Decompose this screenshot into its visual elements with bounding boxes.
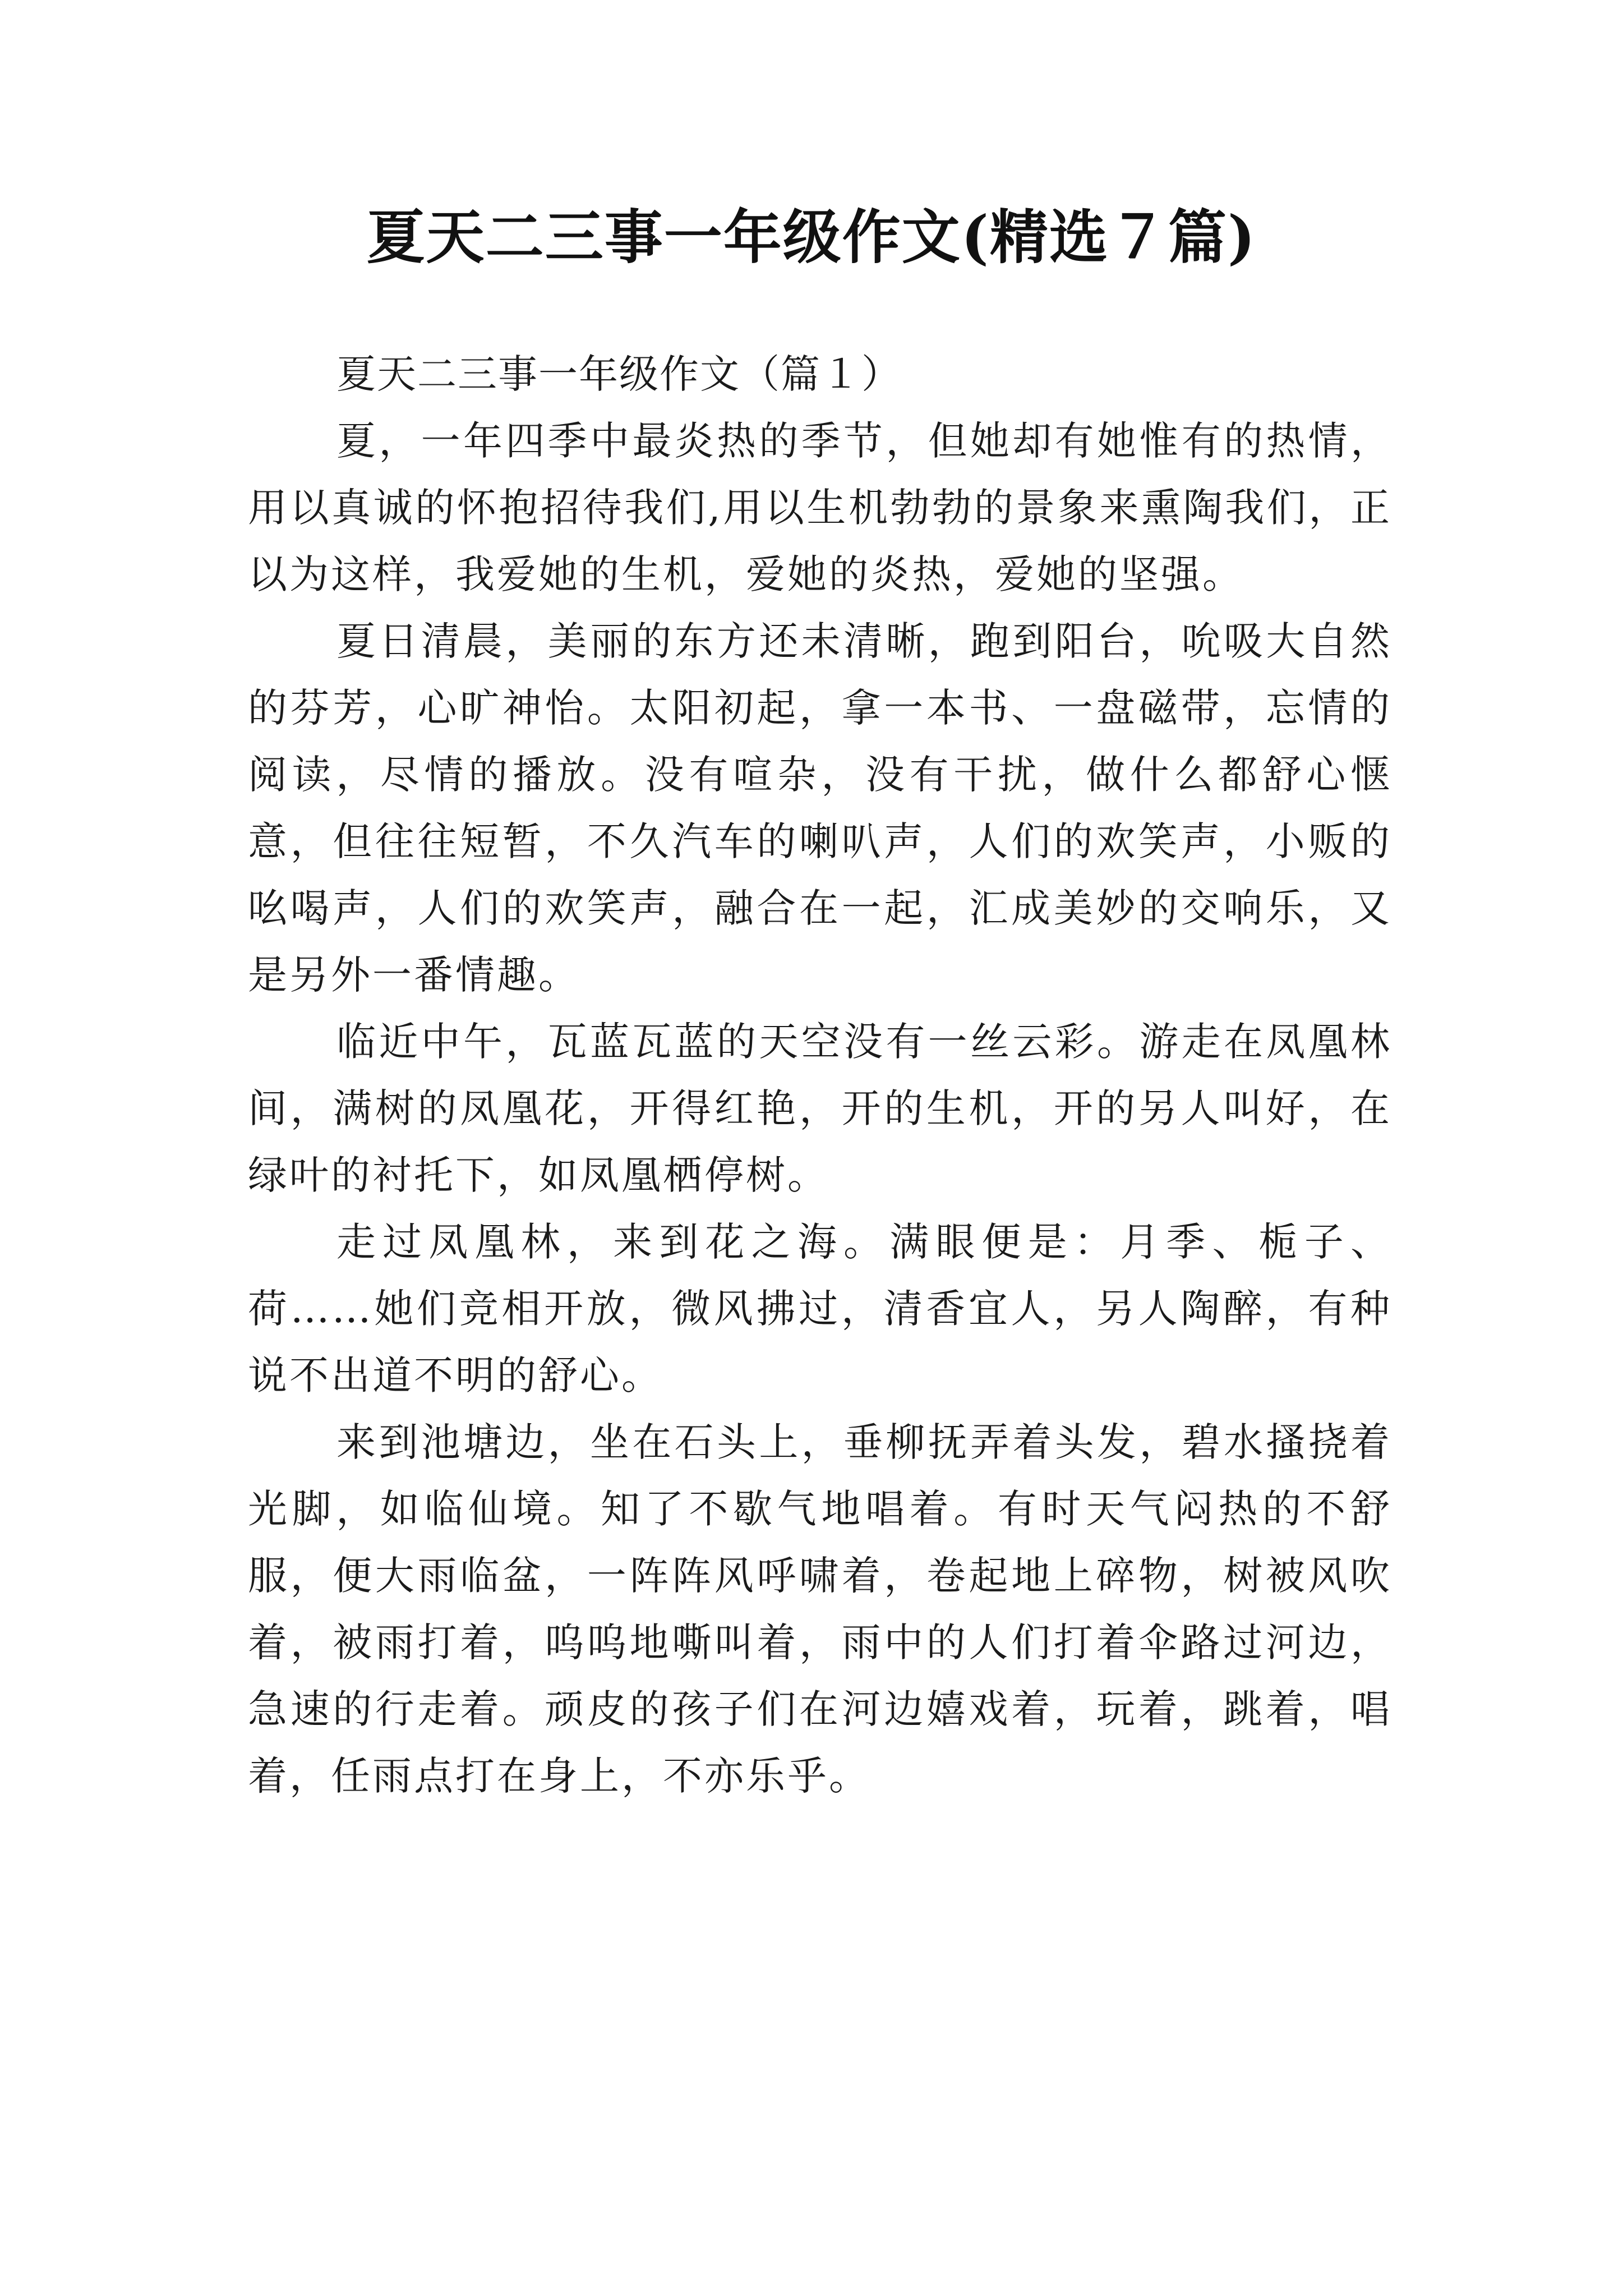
paragraph: 走过凤凰林，来到花之海。满眼便是：月季、栀子、荷……她们竞相开放，微风拂过，清香宜人，另人陶醉，有种说不出道不明的舒心。 (248, 1219, 1392, 1398)
paragraph: 来到池塘边，坐在石头上，垂柳抚弄着头发，碧水搔挠着光脚，如临仙境。知了不歇气地唱着。有时天气闷热的不舒服，便大雨临盆，一阵阵风呼啸着，卷起地上碎物，树被风吹着，被雨打着，呜呜地嘶叫着，雨中的人们打着伞路过河边，急速的行走着。顽皮的孩子们在河边嬉戏着，玩着，跳着，唱着，任雨点打在身上，不亦乐乎。 (248, 1419, 1392, 1799)
paragraph: 夏日清晨，美丽的东方还未清晰，跑到阳台，吮吸大自然的芬芳，心旷神怡。太阳初起，拿一本书、一盘磁带，忘情的阅读，尽情的播放。没有喧杂，没有干扰，做什么都舒心惬意，但往往短暂，不久汽车的喇叭声，人们的欢笑声，小贩的吆喝声，人们的欢笑声，融合在一起，汇成美妙的交响乐，又是另外一番情趣。 (248, 618, 1392, 998)
paragraph: 夏，一年四季中最炎热的季节，但她却有她惟有的热情，用以真诚的怀抱招待我们,用以生机勃勃的景象来熏陶我们，正以为这样，我爱她的生机，爱她的炎热，爱她的坚强。 (248, 418, 1392, 597)
document-body (248, 341, 1392, 1810)
paragraph: 临近中午，瓦蓝瓦蓝的天空没有一丝云彩。游走在凤凰林间，满树的凤凰花，开得红艳，开的生机，开的另人叫好，在绿叶的衬托下，如凤凰栖停树。 (248, 1019, 1392, 1198)
section-heading: 夏天二三事一年级作文（篇１） (336, 351, 902, 397)
document-title: 夏天二三事一年级作文(精选７篇) (366, 203, 1257, 272)
